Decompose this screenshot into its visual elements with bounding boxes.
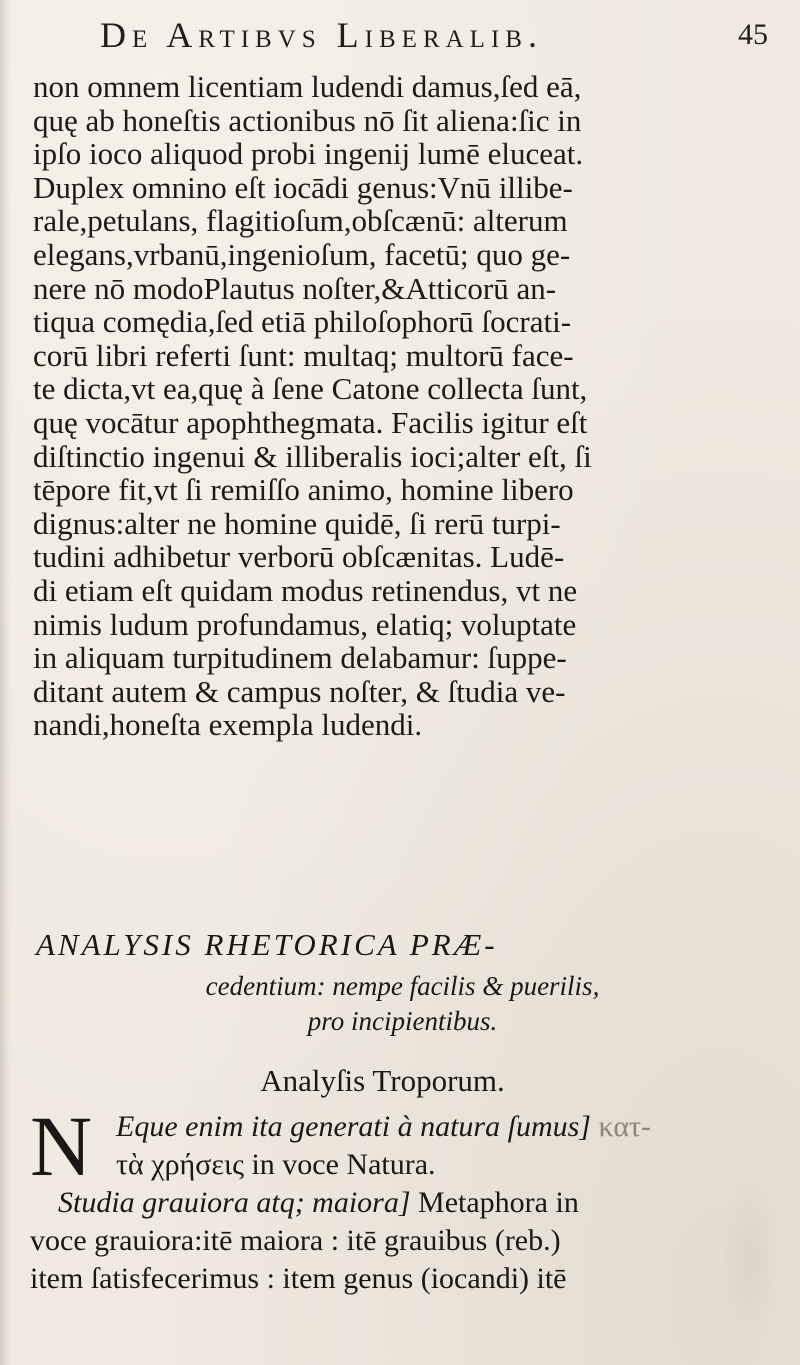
text-line: nandi,honeſta exempla ludendi. — [33, 707, 423, 743]
heading-subtitle-2: pro incipientibus. — [307, 1006, 498, 1036]
gloss-text: in voce Natura. — [243, 1148, 436, 1181]
text-line: item ſatisfecerimus : item genus (iocandi) itē — [30, 1262, 567, 1295]
text-line: dignus:alter ne homine quidē, ſi rerū turpi- — [33, 505, 561, 541]
main-paragraph — [33, 70, 775, 742]
text-line: in aliquam turpitudinem delabamur: ſuppe- — [33, 640, 567, 676]
text-line: rale,petulans, flagitioſum,obſcænū: alterum — [33, 203, 568, 239]
commentary-paragraph — [30, 1098, 775, 1298]
text-line — [30, 1184, 775, 1222]
lemma-text: Studia grauiora atq; maiora] — [58, 1186, 411, 1219]
text-line: ipſo ioco aliquod probi ingenij lumē eluceat. — [33, 136, 584, 172]
paper-stain — [720, 1180, 780, 1340]
running-title: De Artibvs Liberalib. — [100, 15, 543, 55]
section-heading — [30, 927, 775, 1099]
section-title: Analyſis Troporum. — [260, 1063, 505, 1098]
text-line: Duplex omnino eſt iocādi genus:Vnū illibe- — [33, 169, 573, 205]
text-line: nimis ludum profundamus, elatiq; voluptate — [33, 606, 577, 642]
text-line: quę ab honeſtis actionibus nō ſit aliena:ſic in — [33, 102, 582, 138]
heading-subtitle: cedentium: nempe facilis & puerilis, — [205, 971, 600, 1001]
running-head — [100, 12, 768, 60]
heading-main: ANALYSIS RHETORICA PRÆ- — [36, 927, 498, 962]
page-gutter-shadow — [0, 0, 10, 1365]
text-line: voce grauiora:itē maiora : itē grauibus (reb.) — [30, 1224, 561, 1257]
text-line: tudini adhibetur verborū obſcænitas. Ludē- — [33, 539, 565, 575]
greek-word: τὰ χρήσεις — [116, 1148, 244, 1181]
text-line: elegans,vrbanū,ingenioſum, facetū; quo ge- — [33, 236, 571, 272]
text-line: quę vocātur apophthegmata. Facilis igitur eſt — [33, 404, 588, 440]
text-line — [30, 1108, 775, 1146]
text-line: nere nō modoPlautus noſter,&Atticorū an- — [33, 270, 557, 306]
gloss-text: Metaphora in — [410, 1186, 579, 1219]
text-line: diſtinctio ingenui & illiberalis ioci;alter eſt, ſi — [33, 438, 592, 474]
text-line: corū libri referti ſunt: multaq; multorū face- — [33, 337, 574, 373]
text-line: non omnem licentiam ludendi damus,ſed eā, — [33, 69, 582, 104]
text-line: tiqua comędia,ſed etiā philoſophorū ſocrati- — [33, 304, 572, 340]
drop-cap: N — [30, 1098, 93, 1194]
greek-fragment: κατ- — [598, 1110, 652, 1143]
text-line: tēpore fit,vt ſi remiſſo animo, homine libero — [33, 472, 574, 508]
page-number: 45 — [738, 18, 768, 51]
text-line: te dicta,vt ea,quę à ſene Catone collecta ſunt, — [33, 371, 588, 407]
text-line: ditant autem & campus noſter, & ſtudia ve- — [33, 673, 566, 709]
text-line — [30, 1146, 775, 1184]
lemma-text: Eque enim ita generati à natura ſumus] — [116, 1110, 591, 1143]
text-line: di etiam eſt quidam modus retinendus, vt ne — [33, 572, 578, 608]
